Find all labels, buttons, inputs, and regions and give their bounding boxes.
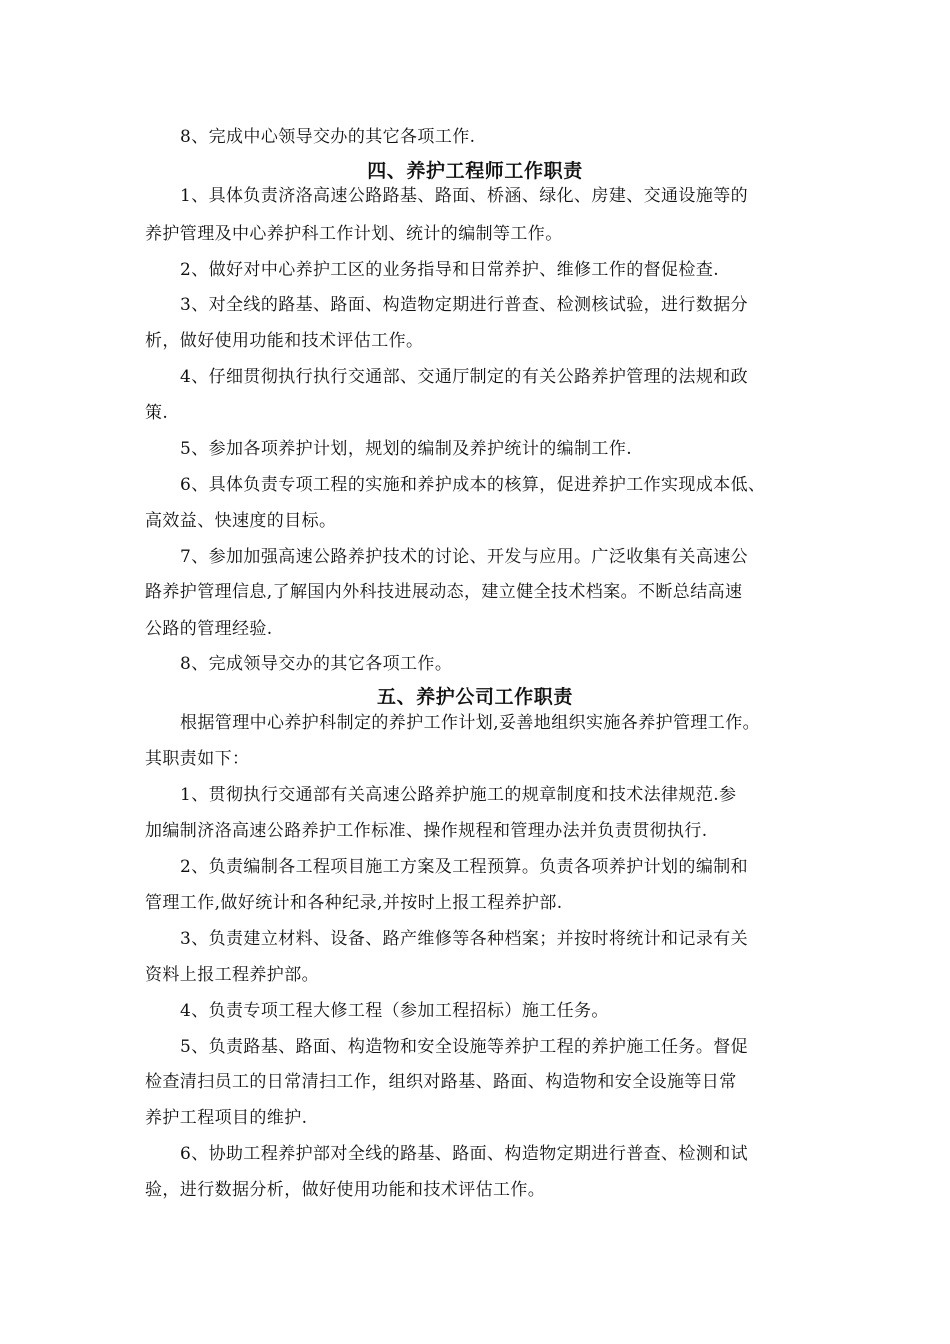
- paragraph-line: 管理工作,做好统计和各种纪录,并按时上报工程养护部.: [145, 893, 563, 913]
- paragraph-line: 7、参加加强高速公路养护技术的讨论、开发与应用。广泛收集有关高速公: [180, 547, 749, 567]
- paragraph-line: 5、参加各项养护计划，规划的编制及养护统计的编制工作.: [180, 439, 633, 459]
- paragraph-line: 高效益、快速度的目标。: [145, 511, 337, 531]
- paragraph-line: 检查清扫员工的日常清扫工作，组织对路基、路面、构造物和安全设施等日常: [145, 1072, 737, 1092]
- paragraph-line: 3、对全线的路基、路面、构造物定期进行普查、检测核试验，进行数据分: [180, 295, 749, 315]
- paragraph-line: 5、负责路基、路面、构造物和安全设施等养护工程的养护施工任务。督促: [180, 1037, 749, 1057]
- paragraph-line: 策.: [145, 403, 169, 423]
- paragraph-line: 8、完成领导交办的其它各项工作。: [180, 654, 453, 674]
- paragraph-line: 6、协助工程养护部对全线的路基、路面、构造物定期进行普查、检测和试: [180, 1144, 749, 1164]
- paragraph-line: 8、完成中心领导交办的其它各项工作.: [180, 127, 476, 147]
- paragraph-line: 2、负责编制各工程项目施工方案及工程预算。负责各项养护计划的编制和: [180, 857, 749, 877]
- paragraph-line: 1、具体负责济洛高速公路路基、路面、桥涵、绿化、房建、交通设施等的: [180, 186, 749, 206]
- paragraph-line: 6、具体负责专项工程的实施和养护成本的核算，促进养护工作实现成本低、: [180, 475, 766, 495]
- paragraph-line: 2、做好对中心养护工区的业务指导和日常养护、维修工作的督促检查.: [180, 260, 720, 280]
- section-heading-5: 五、养护公司工作职责: [376, 686, 573, 708]
- paragraph-line: 养护工程项目的维护.: [145, 1108, 308, 1128]
- paragraph-line: 1、贯彻执行交通部有关高速公路养护施工的规章制度和技术法律规范.参: [180, 785, 737, 805]
- paragraph-line: 析，做好使用功能和技术评估工作。: [145, 331, 424, 351]
- paragraph-line: 3、负责建立材料、设备、路产维修等各种档案；并按时将统计和记录有关: [180, 929, 749, 949]
- paragraph-line: 4、仔细贯彻执行执行交通部、交通厅制定的有关公路养护管理的法规和政: [180, 367, 749, 387]
- paragraph-line: 其职责如下：: [145, 749, 250, 769]
- paragraph-line: 资料上报工程养护部。: [145, 965, 319, 985]
- paragraph-line: 养护管理及中心养护科工作计划、统计的编制等工作。: [145, 224, 563, 244]
- paragraph-line: 4、负责专项工程大修工程（参加工程招标）施工任务。: [180, 1001, 609, 1021]
- paragraph-line: 公路的管理经验.: [145, 619, 273, 639]
- section-heading-4: 四、养护工程师工作职责: [367, 160, 583, 182]
- paragraph-line: 加编制济洛高速公路养护工作标准、操作规程和管理办法并负责贯彻执行.: [145, 821, 708, 841]
- paragraph-line: 根据管理中心养护科制定的养护工作计划,妥善地组织实施各养护管理工作。: [180, 713, 761, 733]
- paragraph-line: 验，进行数据分析，做好使用功能和技术评估工作。: [145, 1180, 546, 1200]
- paragraph-line: 路养护管理信息,了解国内外科技进展动态，建立健全技术档案。不断总结高速: [145, 582, 743, 602]
